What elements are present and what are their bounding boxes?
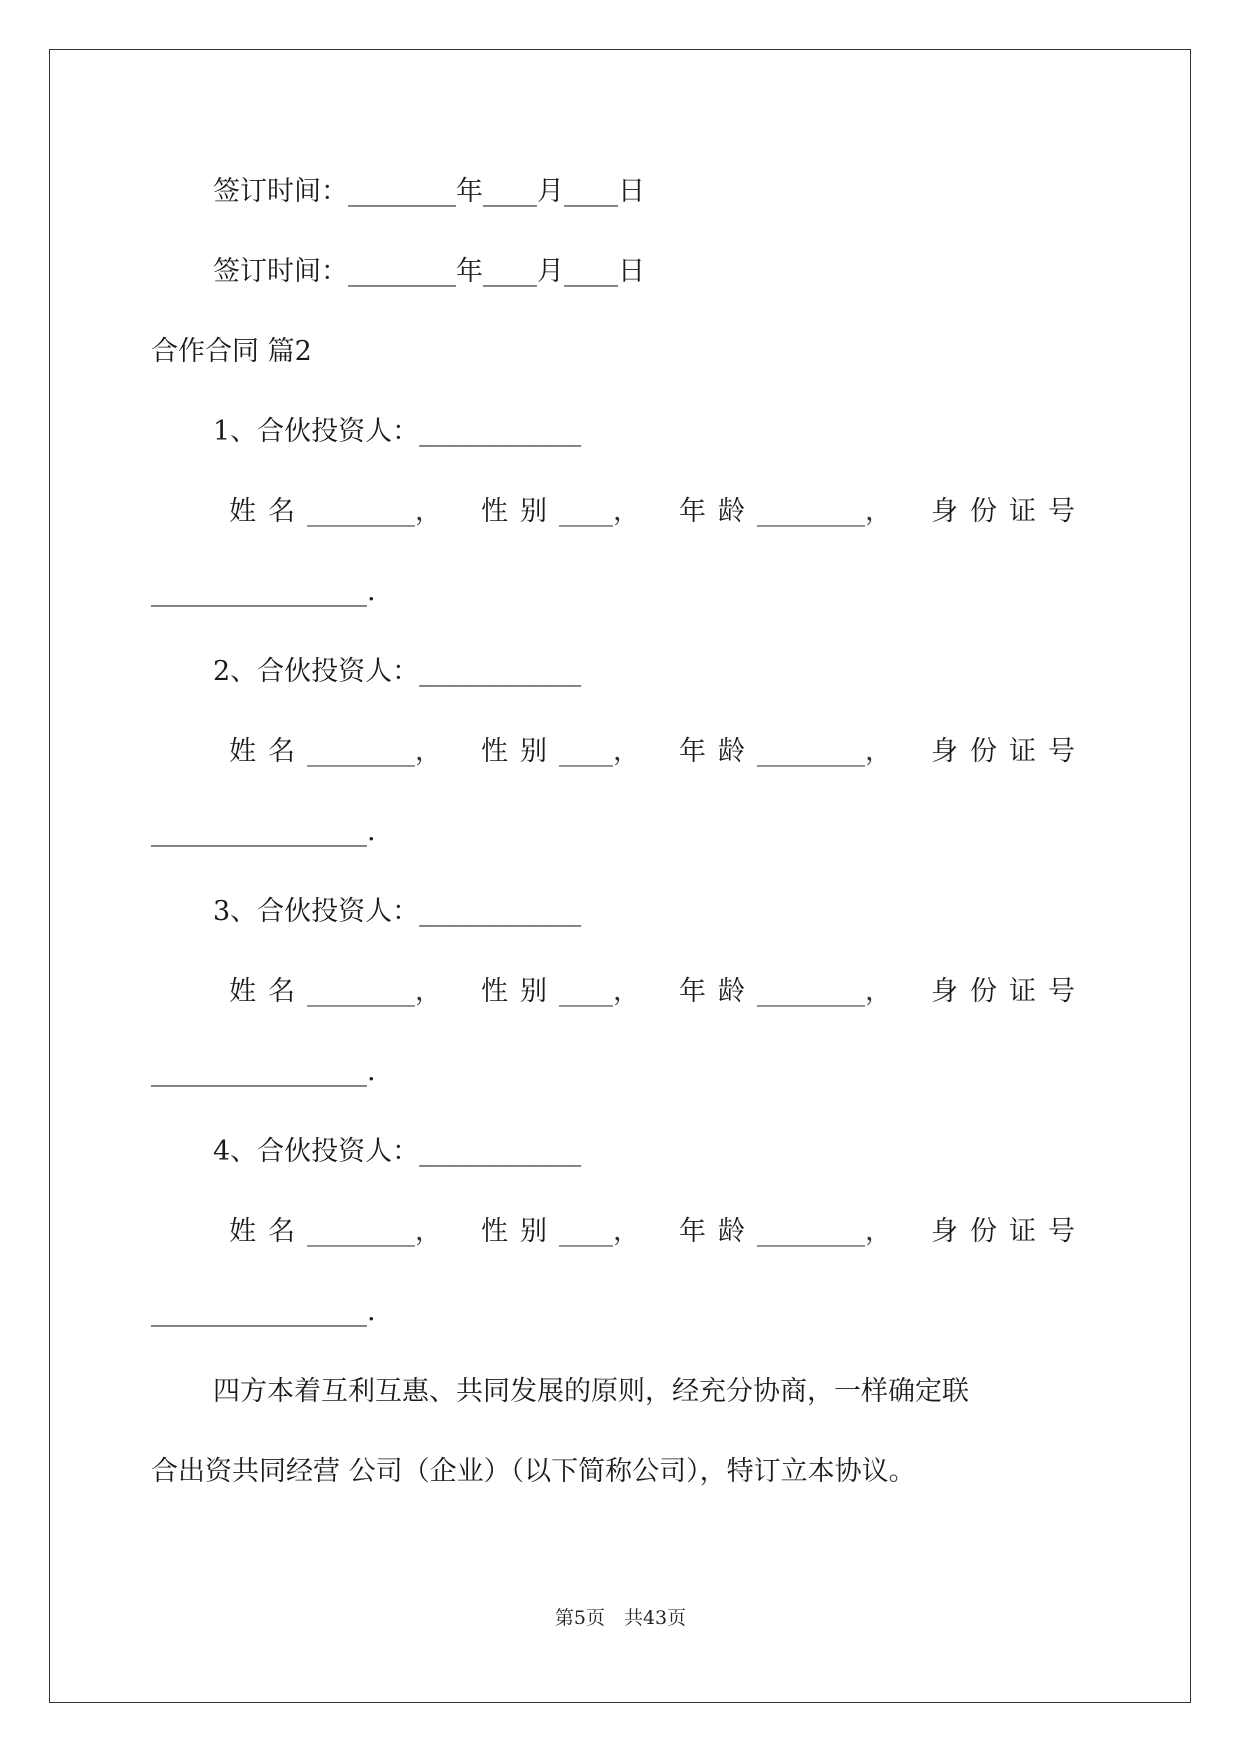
name-label: 姓名 — [229, 1216, 307, 1247]
closing-paragraph-line: 合出资共同经营 公司（企业）（以下简称公司），特订立本协议。 — [151, 1456, 916, 1487]
age-blank: ________， — [757, 976, 892, 1007]
age-label: 年龄 — [679, 976, 757, 1007]
name-label: 姓名 — [229, 496, 307, 527]
investor-heading: 1、合伙投资人：____________ — [213, 416, 582, 447]
name-blank: ________， — [307, 1216, 442, 1247]
gender-blank: ____， — [559, 976, 640, 1007]
name-label: 姓名 — [229, 736, 307, 767]
age-blank: ________， — [757, 1216, 892, 1247]
investor-details — [151, 975, 1087, 1009]
investor-heading: 2、合伙投资人：____________ — [213, 656, 582, 687]
id-label: 身份证号 — [931, 736, 1087, 767]
name-blank: ________， — [307, 976, 442, 1007]
gender-blank: ____， — [559, 736, 640, 767]
investor-details — [151, 495, 1087, 529]
section-title: 合作合同 篇2 — [151, 336, 312, 367]
gender-label: 性别 — [481, 1216, 559, 1247]
id-blank: ________________. — [151, 816, 376, 847]
id-label: 身份证号 — [931, 1216, 1087, 1247]
sign-date-line: 签订时间：________年____月____日 — [213, 176, 645, 207]
investor-heading: 4、合伙投资人：____________ — [213, 1136, 582, 1167]
id-blank: ________________. — [151, 1296, 376, 1327]
age-blank: ________， — [757, 736, 892, 767]
sign-date-line: 签订时间：________年____月____日 — [213, 256, 645, 287]
id-blank: ________________. — [151, 1056, 376, 1087]
investor-heading: 3、合伙投资人：____________ — [213, 896, 582, 927]
id-blank: ________________. — [151, 576, 376, 607]
age-label: 年龄 — [679, 1216, 757, 1247]
name-label: 姓名 — [229, 976, 307, 1007]
page-number-footer: 第5页 共43页 — [554, 1607, 687, 1629]
gender-label: 性别 — [481, 496, 559, 527]
investor-details — [151, 1215, 1087, 1249]
investor-details — [151, 735, 1087, 769]
age-label: 年龄 — [679, 496, 757, 527]
closing-paragraph-line: 四方本着互利互惠、共同发展的原则，经充分协商，一样确定联 — [213, 1376, 969, 1407]
gender-label: 性别 — [481, 976, 559, 1007]
age-blank: ________， — [757, 496, 892, 527]
gender-blank: ____， — [559, 496, 640, 527]
gender-blank: ____， — [559, 1216, 640, 1247]
id-label: 身份证号 — [931, 496, 1087, 527]
age-label: 年龄 — [679, 736, 757, 767]
id-label: 身份证号 — [931, 976, 1087, 1007]
name-blank: ________， — [307, 496, 442, 527]
gender-label: 性别 — [481, 736, 559, 767]
name-blank: ________， — [307, 736, 442, 767]
